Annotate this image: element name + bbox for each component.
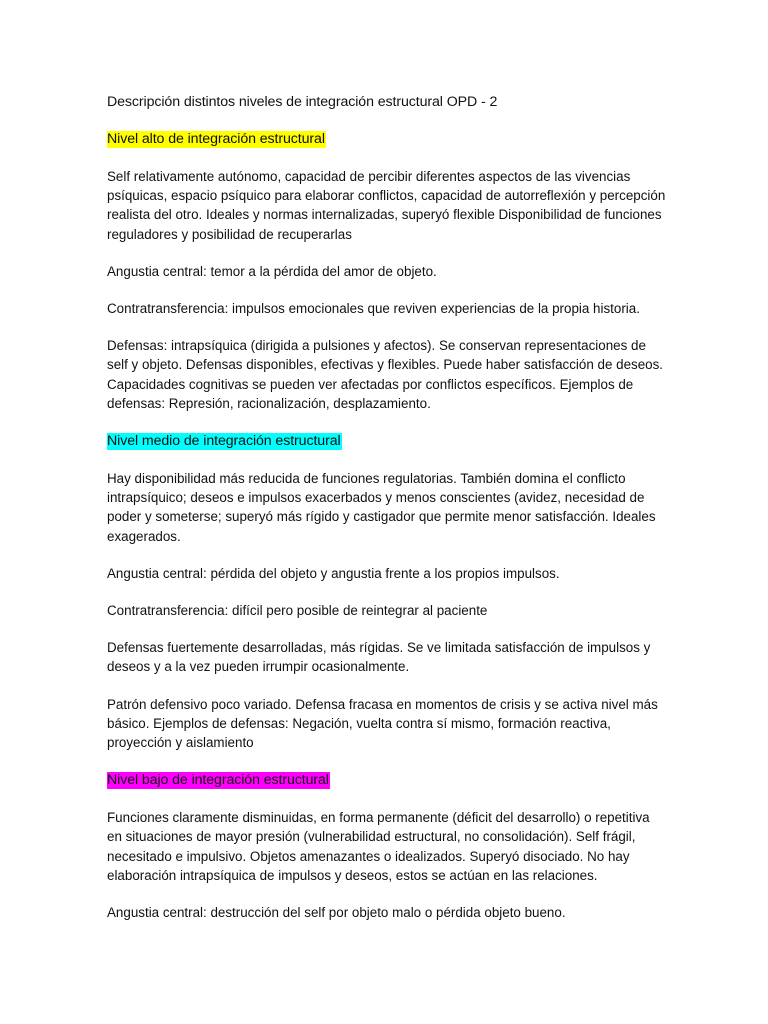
document-title: Descripción distintos niveles de integración estructural OPD - 2 [107, 94, 498, 110]
section-low [107, 770, 667, 922]
paragraph: Angustia central: destrucción del self por objeto malo o pérdida objeto bueno. [107, 905, 566, 921]
section-heading-low [107, 770, 667, 790]
paragraph: Hay disponibilidad más reducida de funciones regulatorias. También domina el conflicto intrapsíquico; deseos e impulsos exacerbados y menos conscientes (avidez, necesidad de poder y someterse; superyó más rígido y castigador que permite menor satisfacción. Ideales exagerados. [107, 471, 656, 544]
section-medium [107, 431, 667, 752]
section-heading-medium [107, 431, 667, 451]
paragraph: Angustia central: pérdida del objeto y angustia frente a los propios impulsos. [107, 565, 560, 581]
paragraph: Self relativamente autónomo, capacidad de percibir diferentes aspectos de las vivencias psíquicas, espacio psíquico para elaborar conflictos, capacidad de autorreflexión y percepción realista del otro. Ideales y normas internalizadas, superyó flexible Disponibilidad de funciones reguladores y posibilidad de recuperarlas [107, 169, 666, 242]
document-page [107, 93, 667, 940]
paragraph: Angustia central: temor a la pérdida del amor de objeto. [107, 263, 437, 279]
paragraph: Defensas: intrapsíquica (dirigida a pulsiones y afectos). Se conservan representaciones de self y objeto. Defensas disponibles, efectivas y flexibles. Puede haber satisfacción de deseos. Capacidades cognitivas se pueden ver afectadas por conflictos específicos. Ejemplos de defensas: Represión, racionalización, desplazamiento. [107, 338, 664, 411]
section-heading-low-text: Nivel bajo de integración estructural [107, 772, 329, 789]
section-heading-high-text: Nivel alto de integración estructural [107, 131, 325, 147]
paragraph: Funciones claramente disminuidas, en forma permanente (déficit del desarrollo) o repetitiva en situaciones de mayor presión (vulnerabilidad estructural, no consolidación). Self frágil, necesitado e impulsivo. Objetos amenazantes o idealizados. Superyó disociado. No hay elaboración intrapsíquica de impulsos y deseos, estos se actúan en las relaciones. [107, 810, 650, 883]
section-heading-high [107, 129, 667, 149]
paragraph: Patrón defensivo poco variado. Defensa fracasa en momentos de crisis y se activa nivel más básico. Ejemplos de defensas: Negación, vuelta contra sí mismo, formación reactiva, proyección y aislamiento [107, 696, 658, 751]
paragraph: Defensas fuertemente desarrolladas, más rígidas. Se ve limitada satisfacción de impulsos y deseos y a la vez pueden irrumpir ocasionalmente. [107, 640, 651, 675]
paragraph: Contratransferencia: impulsos emocionales que reviven experiencias de la propia historia. [107, 301, 640, 317]
section-high [107, 129, 667, 413]
section-heading-medium-text: Nivel medio de integración estructural [107, 433, 341, 450]
paragraph: Contratransferencia: difícil pero posible de reintegrar al paciente [107, 603, 488, 619]
